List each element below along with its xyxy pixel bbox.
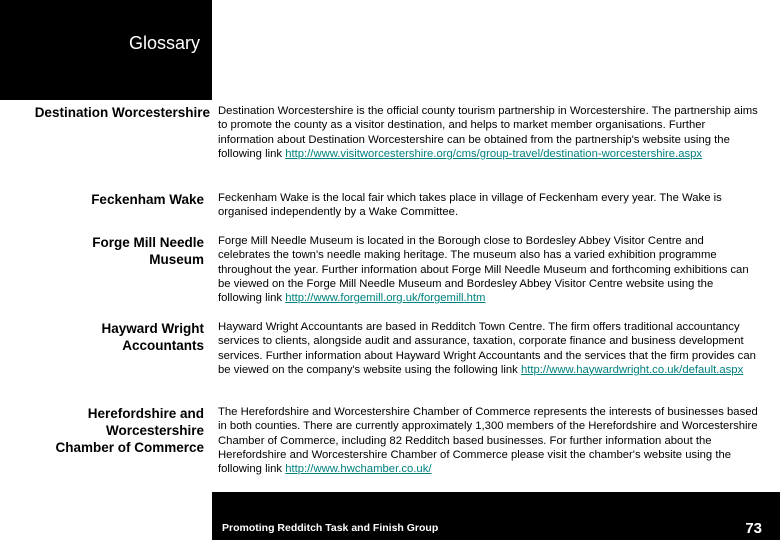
glossary-description [218,104,758,161]
glossary-term: Hayward Wright Accountants [101,321,204,353]
description-text: Destination Worcestershire is the official county tourism partnership in Worcestershire. The partnership aims to promote the county as a visitor destination, and helps to market member organisations. Further information about Destination Worcestershire can be obtained from the partnership's website using the following link [218,105,758,160]
description-text: Feckenham Wake is the local fair which takes place in village of Feckenham every year. The Wake is organised independently by a Wake Committee. [218,192,722,219]
footer-band [212,492,780,540]
glossary-term: Feckenham Wake [91,192,204,207]
glossary-description [218,191,758,220]
glossary-term: Destination Worcestershire [34,105,210,120]
glossary-description [218,405,758,476]
link[interactable]: http://www.haywardwright.co.uk/default.aspx [520,363,744,376]
page-title: Glossary [128,33,200,53]
page-number: 73 [745,520,762,537]
glossary-description [218,234,758,305]
header-band [0,0,212,100]
description-text: The Herefordshire and Worcestershire Chamber of Commerce represents the interests of businesses based in both counties. There are currently approximately 1,300 members of the Herefordshire and Worcestershire Chamber of Commerce, including 82 Redditch based businesses. For further information about the Herefordshire and Worcestershire Chamber of Commerce please visit the chamber's website using the following link [218,406,758,476]
description-text: Forge Mill Needle Museum is located in the Borough close to Bordesley Abbey Visitor Centre and celebrates the town's needle making heritage. The museum also has a varied exhibition programme throughout the year. Further information about Forge Mill Needle Museum and forthcoming exhibitions can be viewed on the Forge Mill Needle Museum and Bordesley Abbey Visitor Centre website using the following link [218,235,749,305]
glossary-description [218,320,758,377]
description-text: Hayward Wright Accountants are based in Redditch Town Centre. The firm offers traditional accountancy services to clients, alongside audit and assurance, taxation, corporate finance and business development services. Further information about Hayward Wright Accountants and the services that the firm provides can be viewed on the company's website using the following link [218,321,756,376]
link[interactable]: http://www.hwchamber.co.uk/ [285,463,432,476]
glossary-term: Forge Mill Needle Museum [92,235,204,267]
link[interactable]: http://www.visitworcestershire.org/cms/group-travel/destination-worcestershire.aspx [285,147,703,160]
footer-title: Promoting Redditch Task and Finish Group [222,522,439,534]
glossary-term: Herefordshire and Worcestershire Chamber of Commerce [55,406,204,455]
link[interactable]: http://www.forgemill.org.uk/forgemill.htm [285,292,486,305]
